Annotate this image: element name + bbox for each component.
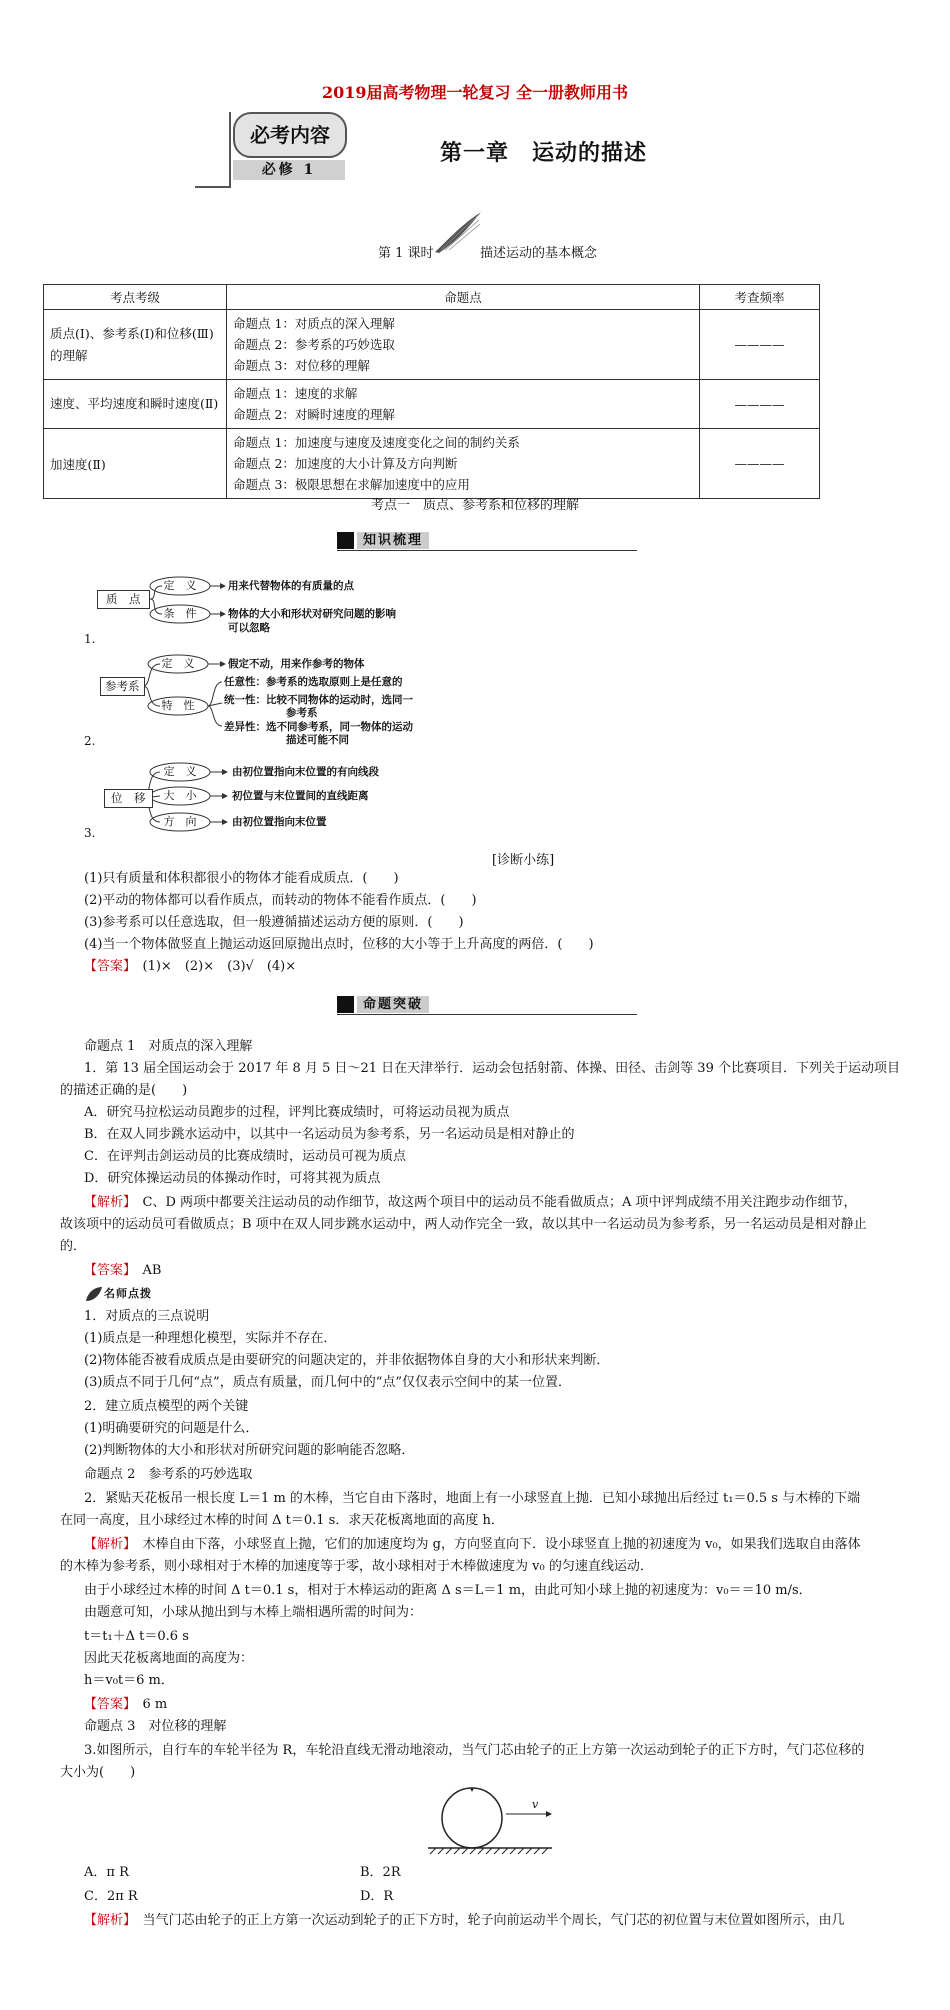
ground-hatching: [430, 1848, 548, 1854]
mind3-b1-text: 由初位置指向末位置的有向线段: [232, 766, 379, 778]
q1-option-a: A．研究马拉松运动员跑步的过程，评判比赛成绩时，可将运动员视为质点: [84, 1105, 510, 1120]
mind2-t2a: 统一性：比较不同物体的运动时，选同一: [224, 694, 413, 706]
mind3-b3-text: 由初位置指向末位置: [232, 816, 327, 828]
q3-option-c: C．2π R: [84, 1889, 138, 1904]
answer-label: 【答案】: [84, 1697, 130, 1712]
lesson-number: 第 1 课时: [378, 246, 434, 261]
wheel-figure: [420, 1786, 560, 1856]
tips-item: (2)判断物体的大小和形状对所研究问题的影响能否忽略．: [84, 1443, 415, 1458]
row-level: 质点(Ⅰ)、参考系(Ⅰ)和位移(Ⅲ)的理解: [44, 310, 227, 380]
q2-analysis-cont: t＝t₁＋Δ t＝0.6 s: [84, 1629, 189, 1644]
q1-stem: 1．第 13 届全国运动会于 2017 年 8 月 5 日～21 日在天津举行．运动会包括射箭、体操、田径、击剑等 39 个比赛项目．下列关于运动项目: [84, 1061, 900, 1076]
practice-answer: [84, 956, 900, 978]
q2-analysis-cont: 由于小球经过木棒的时间 Δ t＝0.1 s，相对于木棒运动的距离 Δ s＝L＝1 m，由此可知小球上抛的初速度为：v₀＝＝10 m/s．: [84, 1583, 812, 1598]
q1-analysis-cont: 故该项中的运动员可看做质点；B 项中在双人同步跳水运动中，两人动作完全一致，故以其中一名运动员为参考系，另一名运动员是相对静止: [60, 1217, 867, 1232]
practice-item: (1)只有质量和体积都很小的物体才能看成质点．( ): [84, 871, 399, 886]
mind3-b2-text: 初位置与末位置间的直线距离: [232, 790, 369, 802]
header-frequency: 考查频率: [700, 285, 820, 310]
practice-item: (3)参考系可以任意选取，但一般遵循描述运动方便的原则．( ): [84, 915, 464, 930]
valve-mark: [470, 1788, 474, 1792]
mind1-b2: 条 件: [163, 607, 197, 620]
answer-label: 【答案】: [84, 959, 130, 974]
q2-heading: 命题点 2 参考系的巧妙选取: [84, 1467, 253, 1482]
mind1-b2-text1: 物体的大小和形状对研究问题的影响: [228, 608, 396, 620]
kaodian-title: 考点一 质点、参考系和位移的理解: [370, 498, 579, 513]
analysis-text: 木棒自由下落，小球竖直上抛，它们的加速度均为 g，方向竖直向下．设小球竖直上抛的初速度为 v₀，如果我们选取自由落体: [129, 1537, 861, 1552]
section-marker-icon: [337, 996, 354, 1013]
mind3-b3: 方 向: [163, 815, 197, 828]
mind3-b2: 大 小: [163, 789, 197, 802]
tips-heading: 1．对质点的三点说明: [84, 1309, 210, 1324]
tips-item: (1)质点是一种理想化模型，实际并不存在．: [84, 1331, 337, 1346]
point-item: 命题点 2：参考系的巧妙选取: [233, 337, 395, 352]
q3-option-d: D．R: [360, 1889, 394, 1904]
mind1-root: 质 点: [97, 590, 150, 609]
answer-text: AB: [129, 1263, 162, 1278]
header-points: 命题点: [227, 285, 700, 310]
banner-top: 必考内容: [233, 112, 347, 158]
answer-text: 6 m: [129, 1697, 168, 1712]
row-frequency: ————: [700, 380, 820, 429]
chapter-title: 第一章 运动的描述: [440, 140, 648, 166]
q1-analysis: [84, 1192, 900, 1214]
mind2-b2: 特 性: [161, 699, 195, 712]
point-item: 命题点 3：极限思想在求解加速度中的应用: [233, 477, 470, 492]
mind3-b1: 定 义: [163, 765, 197, 778]
q2-answer: [84, 1694, 900, 1716]
row-level: 速度、平均速度和瞬时速度(Ⅱ): [44, 380, 227, 429]
q2-stem: 2．紧贴天花板吊一根长度 L＝1 m 的木棒，当它自由下落时，地面上有一小球竖直上抛．已知小球抛出后经过 t₁＝0.5 s 与木棒的下端: [84, 1491, 861, 1506]
point-item: 命题点 1：加速度与速度及速度变化之间的制约关系: [233, 435, 520, 450]
section-label: 命题突破: [357, 996, 429, 1013]
mind2-b1-text: 假定不动，用来作参考的物体: [228, 658, 365, 670]
velocity-label: v: [532, 1798, 539, 1811]
q3-analysis: [84, 1910, 900, 1932]
mind2-t3a: 差异性：选不同参考系，同一物体的运动: [224, 721, 413, 733]
q2-analysis-cont: 的木棒为参考系，则小球相对于木棒的加速度等于零，故小球相对于木棒做速度为 v₀ 的匀速直线运动．: [60, 1559, 653, 1574]
section-header-breakthrough: [337, 996, 637, 1015]
mind2-t3b: 描述可能不同: [286, 734, 349, 746]
analysis-label: 【解析】: [84, 1913, 130, 1928]
section-label: 知识梳理: [357, 532, 429, 549]
practice-item: (2)平动的物体都可以看作质点，而转动的物体不能看作质点．( ): [84, 893, 477, 908]
header-level: 考点考级: [44, 285, 227, 310]
analysis-text: C、D 两项中都要关注运动员的动作细节，故这两个项目中的运动员不能看做质点；A 项中评判成绩不用关注跑步动作细节，: [129, 1195, 857, 1210]
point-item: 命题点 1：对质点的深入理解: [233, 316, 395, 331]
q2-stem: 在同一高度，且小球经过木棒的时间 Δ t＝0.1 s．求天花板离地面的高度 h．: [60, 1513, 504, 1528]
q1-option-b: B．在双人同步跳水运动中，以其中一名运动员为参考系，另一名运动员是相对静止的: [84, 1127, 575, 1142]
mind3-root: 位 移: [104, 789, 153, 808]
practice-title: [诊断小练]: [492, 853, 555, 868]
tips-item: (2)物体能否被看成质点是由要研究的问题决定的，并非依据物体自身的大小和形状来判断．: [84, 1353, 610, 1368]
q3-option-a: A．π R: [84, 1865, 129, 1880]
q3-heading: 命题点 3 对位移的理解: [84, 1719, 227, 1734]
q2-analysis-cont: 由题意可知，小球从抛出到与木棒上端相遇所需的时间为：: [84, 1605, 423, 1620]
row-frequency: ————: [700, 310, 820, 380]
q3-stem: 3.如图所示，自行车的车轮半径为 R，车轮沿直线无滑动地滚动，当气门芯由轮子的正上方第一次运动到轮子的正下方时，气门芯位移的: [84, 1743, 865, 1758]
mind2-t1: 任意性：参考系的选取原则上是任意的: [224, 676, 403, 688]
banner-bottom: 必修 1: [233, 160, 345, 180]
answer-label: 【答案】: [84, 1263, 130, 1278]
page-header-title: 2019届高考物理一轮复习 全一册教师用书: [321, 83, 629, 102]
answer-text: (1)× (2)× (3)√ (4)×: [129, 959, 297, 974]
mind1-b2-text2: 可以忽略: [228, 622, 270, 634]
mind1-b1-text: 用来代替物体的有质量的点: [228, 580, 354, 592]
mind1-b1: 定 义: [163, 579, 197, 592]
point-item: 命题点 3：对位移的理解: [233, 358, 370, 373]
q1-heading: 命题点 1 对质点的深入理解: [84, 1039, 253, 1054]
point-item: 命题点 2：加速度的大小计算及方向判断: [233, 456, 458, 471]
q1-answer: [84, 1260, 900, 1282]
q3-option-b: B．2R: [360, 1865, 401, 1880]
q2-analysis-cont: 因此天花板离地面的高度为：: [84, 1651, 254, 1666]
row-frequency: ————: [700, 429, 820, 499]
analysis-label: 【解析】: [84, 1195, 130, 1210]
mind2-t2b: 参考系: [286, 707, 318, 719]
mind2-b1: 定 义: [161, 657, 195, 670]
wheel-circle: [442, 1788, 502, 1848]
q1-option-d: D．研究体操运动员的体操动作时，可将其视为质点: [84, 1171, 381, 1186]
leaf-icon: [84, 1285, 104, 1303]
q1-option-c: C．在评判击剑运动员的比赛成绩时，运动员可视为质点: [84, 1149, 406, 1164]
analysis-text: 当气门芯由轮子的正上方第一次运动到轮子的正下方时，轮子向前运动半个周长，气门芯的初位置与末位置如图所示，由几: [129, 1913, 845, 1928]
q2-analysis-cont: h＝v₀t＝6 m．: [84, 1673, 174, 1688]
point-item: 命题点 1：速度的求解: [233, 386, 358, 401]
q2-analysis: [84, 1534, 900, 1556]
analysis-label: 【解析】: [84, 1537, 130, 1552]
row-level: 加速度(Ⅱ): [44, 429, 227, 499]
tips-item: (3)质点不同于几何“点”，质点有质量，而几何中的“点”仅仅表示空间中的某一位置．: [84, 1375, 571, 1390]
mind1-number: 1.: [84, 632, 96, 646]
tips-item: (1)明确要研究的问题是什么．: [84, 1421, 259, 1436]
q1-stem: 的描述正确的是( ): [60, 1083, 188, 1098]
mind3-number: 3.: [84, 826, 96, 840]
practice-item: (4)当一个物体做竖直上抛运动返回原抛出点时，位移的大小等于上升高度的两倍．( ): [84, 937, 594, 952]
tips-heading: 2．建立质点模型的两个关键: [84, 1399, 249, 1414]
mind2-root: 参考系: [100, 677, 145, 696]
point-item: 命题点 2：对瞬时速度的理解: [233, 407, 395, 422]
q1-analysis-cont: 的．: [60, 1239, 87, 1254]
q3-stem: 大小为( ): [60, 1765, 136, 1780]
lesson-title: 描述运动的基本概念: [480, 246, 598, 261]
tips-badge-label: 名师点拨: [104, 1287, 152, 1300]
mind2-number: 2.: [84, 734, 96, 748]
